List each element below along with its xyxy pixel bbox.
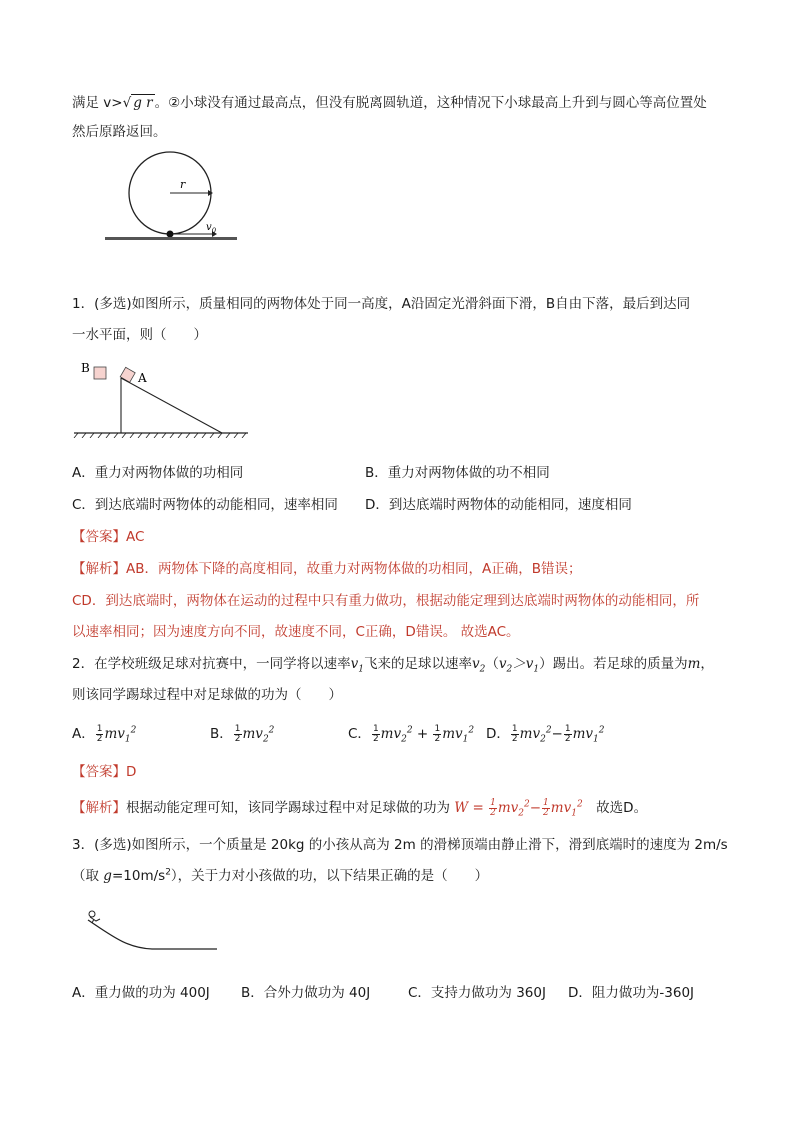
- intro-line-2: 然后原路返回。: [72, 124, 167, 140]
- intro-text-2: 。②小球没有通过最高点，但没有脱离圆轨道，这种情况下小球最高上升到与圆心等高位置处: [154, 95, 707, 111]
- sqrt-symbol: √ g r: [122, 95, 153, 111]
- q2-option-d: D． $\frac{1}{2}$ $mv_2^2-$ $\frac{1}{2}$ $mv_1^2$: [486, 723, 605, 745]
- q1-answer: [72, 527, 144, 547]
- q1-analysis-3: 以速率相同；因为速度方向不同，故速度不同，C正确，D错误。 故选AC。: [72, 624, 520, 640]
- q2-text-a: 2．在学校班级足球对抗赛中，一同学将以速率: [72, 656, 351, 672]
- analysis-text: AB．两物体下降的高度相同，故重力对两物体做的功相同，A正确，B错误；: [126, 561, 582, 577]
- circle-track-figure: [100, 150, 240, 245]
- radius-label: r: [180, 178, 186, 191]
- ball: [167, 231, 174, 238]
- analysis-tag: 【解析】: [72, 561, 126, 577]
- var-v2: $v_2$: [471, 656, 486, 675]
- label-A: A: [138, 371, 147, 385]
- analysis-text: 根据动能定理可知，该同学踢球过程中对足球做的功为: [126, 800, 450, 816]
- q2-text-d: ）踢出。若足球的质量为: [539, 656, 688, 672]
- intro-text: 满足 v>: [72, 95, 123, 111]
- answer-value: AC: [126, 529, 145, 545]
- q1-stem-2: 一水平面，则（ ）: [72, 327, 207, 343]
- answer-value: D: [126, 764, 137, 780]
- q3-option-d: D．阻力做功为-360J: [568, 985, 695, 1001]
- q2-text-c: （: [485, 656, 499, 672]
- q1-option-a: A．重力对两物体做的功相同: [72, 465, 244, 481]
- label-B: B: [81, 361, 90, 375]
- velocity-label: $v_0$: [206, 222, 217, 235]
- sqrt-radicand: g r: [133, 95, 153, 111]
- q1-option-b: B．重力对两物体做的功不相同: [365, 465, 550, 481]
- work-formula: W = $\frac{1}{2}$ $mv_2^2-$ $\frac{1}{2}$ $mv_1^2$: [454, 798, 583, 819]
- analysis-tag: 【解析】: [72, 800, 126, 816]
- q2-text-b: 飞来的足球以速率: [363, 656, 472, 672]
- answer-tag: 【答案】: [72, 764, 126, 780]
- q1-analysis-2: CD．到达底端时，两物体在运动的过程中只有重力做功，根据动能定理到达底端时两物体的动能相同，所: [72, 593, 700, 609]
- q3-stem-1: 3．(多选)如图所示，一个质量是 20kg 的小孩从高为 2m 的滑梯顶端由静止滑下，滑到底端时的速度为 2m/s: [72, 837, 728, 853]
- q3-option-b: B．合外力做功为 40J: [241, 985, 371, 1001]
- q1-stem-1: 1．(多选)如图所示，质量相同的两物体处于同一高度，A沿固定光滑斜面下滑，B自由下落，最后到达同: [72, 296, 691, 312]
- q2-option-a: A． $\frac{1}{2}$ $mv_1^2$: [72, 723, 137, 745]
- q2-answer: [72, 762, 136, 782]
- incline-slope: [121, 378, 222, 433]
- q3-option-c: C．支持力做功为 360J: [408, 985, 546, 1001]
- q2-option-c: C． $\frac{1}{2}$ $mv_2^2$ + $\frac{1}{2}$ $mv_1^2$: [348, 723, 475, 745]
- slide-curve: [88, 920, 217, 949]
- var-v1: $v_1$: [350, 656, 364, 675]
- q2-analysis: [72, 798, 647, 818]
- intro-line-1: [72, 93, 707, 113]
- q1-analysis-1: [72, 559, 582, 579]
- q1-option-c: C．到达底端时两物体的动能相同，速率相同: [72, 497, 338, 513]
- q2-text-e: ，: [700, 656, 714, 672]
- q2-stem-2: 则该同学踢球过程中对足球做的功为（ ）: [72, 687, 342, 703]
- q3-stem-2: （取 $g=10m/s^2$），关于力对小孩做的功，以下结果正确的是（ ）: [72, 867, 489, 884]
- var-m: m: [687, 656, 701, 672]
- incline-figure: [72, 358, 252, 438]
- slide-figure: [82, 908, 222, 953]
- block-B: [94, 367, 106, 379]
- child-head: [89, 911, 95, 917]
- analysis-end: 故选D。: [582, 800, 648, 816]
- q2-option-b: B． $\frac{1}{2}$ $mv_2^2$: [210, 723, 275, 745]
- answer-tag: 【答案】: [72, 529, 126, 545]
- block-A: [120, 367, 135, 382]
- q1-option-d: D．到达底端时两物体的动能相同，速度相同: [365, 497, 632, 513]
- var-g: g: [103, 868, 112, 884]
- ground-hatch: [74, 433, 246, 438]
- q2-stem-1: [72, 654, 714, 674]
- inequality: $v_2>v_1$: [498, 656, 540, 675]
- q3-option-a: A．重力做的功为 400J: [72, 985, 210, 1001]
- ground: [105, 237, 237, 240]
